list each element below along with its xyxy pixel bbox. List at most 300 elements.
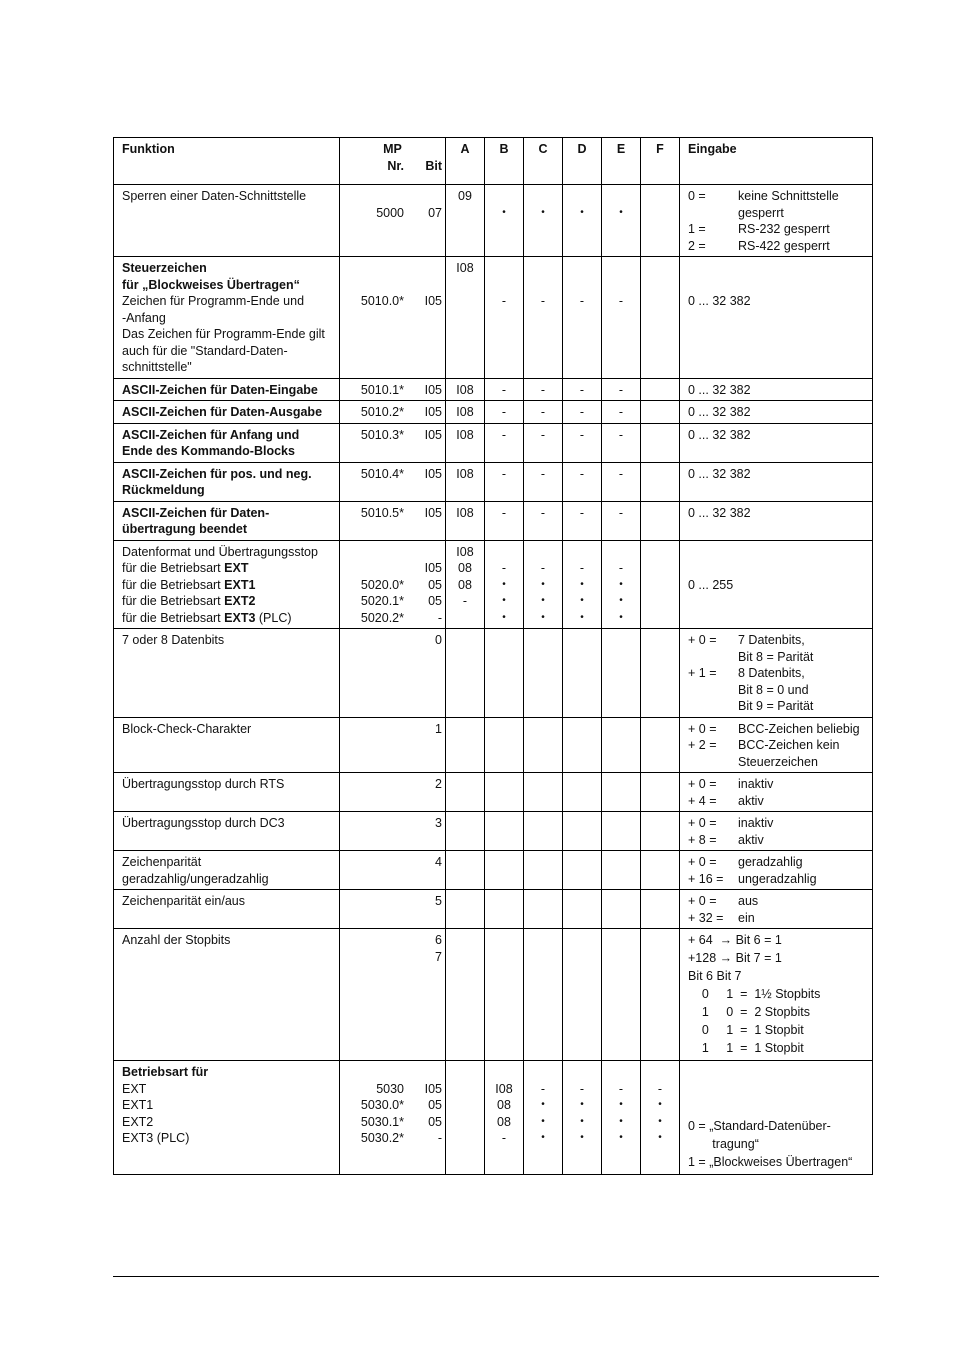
table-row xyxy=(114,629,873,718)
col-a-value: 08 xyxy=(458,561,472,575)
col-b-cell xyxy=(485,890,524,929)
col-f-value xyxy=(641,205,679,222)
mp-cell xyxy=(340,185,446,257)
col-e-cell xyxy=(602,501,641,540)
funktion-text: Block-Check-Charakter xyxy=(122,721,252,736)
eingabe-line xyxy=(688,910,870,927)
col-e-cell xyxy=(602,462,641,501)
col-f-value xyxy=(641,427,679,444)
funktion-text: schnittstelle" xyxy=(122,360,192,374)
col-e-cell xyxy=(602,717,641,773)
mp-line xyxy=(340,505,445,522)
col-c-cell xyxy=(524,423,563,462)
col-b-cell xyxy=(485,929,524,1061)
col-f-value xyxy=(641,815,679,832)
mp-bit: 0 xyxy=(435,633,442,647)
col-e-value xyxy=(602,1064,640,1081)
eingabe-key xyxy=(688,754,738,771)
col-e-value: - xyxy=(618,466,624,481)
col-a-value: 08 xyxy=(458,577,472,592)
table-header-row xyxy=(114,138,873,185)
mp-bit: 5 xyxy=(435,894,442,908)
col-d-cell xyxy=(563,1061,602,1175)
col-c-cell xyxy=(524,929,563,1061)
mp-nr: 5020.1* xyxy=(360,594,404,608)
col-c-cell xyxy=(524,462,563,501)
eingabe-line xyxy=(688,404,870,421)
col-c-value: • xyxy=(541,578,545,590)
eingabe-cell xyxy=(680,773,873,812)
col-c-value: - xyxy=(540,466,546,481)
col-d-value xyxy=(563,632,601,649)
col-e-cell xyxy=(602,812,641,851)
mp-bit: I05 xyxy=(424,405,442,419)
eingabe-line xyxy=(688,1100,870,1118)
col-f-cell xyxy=(641,890,680,929)
col-f-value xyxy=(641,854,679,871)
eingabe-cell xyxy=(680,629,873,718)
mp-cell xyxy=(340,423,446,462)
mp-nr: 5010.1* xyxy=(360,382,404,397)
eingabe-cell xyxy=(680,1061,873,1175)
col-f-value xyxy=(641,188,679,205)
table-row xyxy=(114,423,873,462)
funktion-text xyxy=(122,544,337,561)
col-d-cell xyxy=(563,423,602,462)
eingabe-key: + 0 = xyxy=(688,777,717,791)
mp-bit: 05 xyxy=(428,594,442,608)
col-d-cell xyxy=(563,501,602,540)
col-a-cell xyxy=(446,401,485,424)
col-c-value xyxy=(524,260,562,277)
col-c-cell xyxy=(524,890,563,929)
col-e-cell xyxy=(602,257,641,379)
col-a-cell xyxy=(446,890,485,929)
eingabe-line xyxy=(688,815,870,832)
col-c-value: - xyxy=(540,1081,546,1096)
eingabe-key xyxy=(688,682,738,699)
col-d-value xyxy=(563,1064,601,1081)
col-d-value: - xyxy=(579,505,585,520)
col-f-value: - xyxy=(657,1081,663,1096)
eingabe-key: + 1 = xyxy=(688,666,717,680)
funktion-cell xyxy=(114,401,340,424)
mp-cell xyxy=(340,401,446,424)
eingabe-value: gesperrt xyxy=(738,205,784,220)
table-row xyxy=(114,540,873,629)
eingabe-value: aktiv xyxy=(738,793,764,808)
col-e-value xyxy=(602,260,640,277)
col-c-value xyxy=(524,544,562,561)
funktion-text: Übertragungsstop durch DC3 xyxy=(122,816,285,830)
col-c-value xyxy=(524,277,562,294)
col-e-value xyxy=(602,854,640,871)
mp-bit: I05 xyxy=(424,466,442,481)
funktion-text: Anzahl der Stopbits xyxy=(122,933,231,947)
eingabe-line: 1 1 = 1 Stopbit xyxy=(688,1041,804,1055)
col-e-value xyxy=(602,277,640,294)
eingabe-line xyxy=(688,832,870,849)
col-c-value xyxy=(524,721,562,738)
mp-nr xyxy=(340,188,404,205)
col-b-value xyxy=(485,1064,523,1081)
eingabe-line xyxy=(688,1064,870,1082)
mp-nr xyxy=(340,560,404,577)
mp-nr: 5030 xyxy=(376,1081,404,1096)
eingabe-line: + 64 → Bit 6 = 1 xyxy=(688,933,782,947)
eingabe-key: + 4 = xyxy=(688,793,717,808)
col-e-value xyxy=(602,721,640,738)
eingabe-line xyxy=(688,698,870,715)
col-d-value xyxy=(563,188,601,205)
mp-cell xyxy=(340,890,446,929)
col-d-value: - xyxy=(579,405,585,419)
col-c-value: • xyxy=(541,206,545,218)
col-b-cell xyxy=(485,851,524,890)
col-d-cell xyxy=(563,378,602,401)
col-d-value xyxy=(563,854,601,871)
col-f-cell xyxy=(641,629,680,718)
mp-line xyxy=(340,560,445,577)
funktion-bold-text: Steuerzeichen xyxy=(122,261,207,275)
col-a-value: I08 xyxy=(456,405,474,419)
funktion-text: geradzahlig/ungeradzahlig xyxy=(122,871,269,886)
funktion-text: Das Zeichen für Programm-Ende gilt xyxy=(122,327,325,341)
mp-nr: 5010.4* xyxy=(360,466,404,481)
eingabe-line xyxy=(688,854,870,871)
col-a-cell xyxy=(446,501,485,540)
mp-line xyxy=(340,949,445,966)
col-c-value: • xyxy=(541,611,545,623)
mp-nr xyxy=(340,854,404,871)
eingabe-value: 0 ... 32 382 xyxy=(688,427,751,442)
col-d-value: • xyxy=(580,206,584,218)
col-a-cell xyxy=(446,773,485,812)
eingabe-line xyxy=(688,893,870,910)
mp-line xyxy=(340,593,445,610)
col-f-cell xyxy=(641,401,680,424)
eingabe-line xyxy=(688,577,870,594)
mp-nr xyxy=(340,932,404,949)
col-f-cell xyxy=(641,929,680,1061)
funktion-text: Zeichen für Programm-Ende und xyxy=(122,294,305,308)
funktion-text: Zeichenparität xyxy=(122,855,202,869)
eingabe-line: 1 0 = 2 Stopbits xyxy=(688,1005,810,1019)
mp-nr: 5010.2* xyxy=(360,405,404,419)
col-c-value xyxy=(524,188,562,205)
funktion-bold-text: ASCII-Zeichen für pos. und neg. xyxy=(122,466,312,481)
mp-bit xyxy=(404,544,442,561)
col-b-value xyxy=(485,188,523,205)
betriebsart-label: EXT xyxy=(224,561,249,575)
table-row xyxy=(114,257,873,379)
funktion-cell xyxy=(114,462,340,501)
mp-cell xyxy=(340,851,446,890)
funktion-bold-text: Betriebsart für xyxy=(122,1065,209,1079)
mp-bit: 05 xyxy=(428,1114,442,1129)
eingabe-cell xyxy=(680,378,873,401)
col-a-value: I08 xyxy=(456,382,474,397)
col-e-value: - xyxy=(618,405,624,419)
header-b: B xyxy=(485,138,524,185)
col-c-cell xyxy=(524,773,563,812)
col-c-value: - xyxy=(540,382,546,397)
eingabe-cell xyxy=(680,890,873,929)
col-a-cell xyxy=(446,462,485,501)
col-e-value: • xyxy=(619,578,623,590)
col-c-value: - xyxy=(540,561,546,575)
col-f-cell xyxy=(641,717,680,773)
col-e-cell xyxy=(602,890,641,929)
funktion-text: EXT1 xyxy=(122,1098,154,1112)
col-d-value: - xyxy=(579,294,585,308)
mp-line xyxy=(340,815,445,832)
mp-bit: - xyxy=(437,1131,442,1145)
header-bit: Bit xyxy=(425,158,442,173)
mp-nr: 5010.0* xyxy=(360,294,404,308)
eingabe-value: BCC-Zeichen kein xyxy=(738,738,840,752)
eingabe-line xyxy=(688,544,870,561)
col-d-value xyxy=(563,932,601,949)
col-f-value: • xyxy=(658,1132,662,1143)
col-c-value xyxy=(524,932,562,949)
funktion-text xyxy=(122,593,337,610)
col-f-value: • xyxy=(658,1115,662,1127)
eingabe-cell xyxy=(680,185,873,257)
col-a-cell xyxy=(446,851,485,890)
table-row xyxy=(114,851,873,890)
col-d-value: • xyxy=(580,578,584,590)
col-c-value xyxy=(524,632,562,649)
col-d-cell xyxy=(563,851,602,890)
col-a-cell xyxy=(446,629,485,718)
mp-cell xyxy=(340,929,446,1061)
eingabe-cell xyxy=(680,851,873,890)
mp-line xyxy=(340,404,445,421)
mp-line xyxy=(340,632,445,649)
col-f-value xyxy=(641,610,679,627)
col-e-value xyxy=(602,893,640,910)
col-d-cell xyxy=(563,929,602,1061)
header-mp xyxy=(340,138,446,185)
col-c-value xyxy=(524,893,562,910)
col-c-cell xyxy=(524,717,563,773)
mp-nr xyxy=(340,949,404,966)
eingabe-key xyxy=(688,205,738,222)
col-c-value xyxy=(524,776,562,793)
eingabe-cell xyxy=(680,501,873,540)
col-e-cell xyxy=(602,378,641,401)
header-c: C xyxy=(524,138,563,185)
mp-bit xyxy=(404,277,442,294)
mp-line xyxy=(340,427,445,444)
col-c-value: • xyxy=(541,1115,545,1127)
betriebsart-label: EXT1 xyxy=(224,577,256,592)
eingabe-line xyxy=(688,649,870,666)
mp-bit: I05 xyxy=(424,294,442,308)
col-e-value xyxy=(602,632,640,649)
eingabe-key: + 0 = xyxy=(688,721,717,736)
eingabe-cell xyxy=(680,257,873,379)
mp-cell xyxy=(340,717,446,773)
table-row xyxy=(114,773,873,812)
col-b-value: - xyxy=(501,505,507,520)
col-f-value xyxy=(641,382,679,399)
table-body xyxy=(114,185,873,1175)
mp-line xyxy=(340,1097,445,1114)
col-b-value: - xyxy=(501,427,507,442)
col-b-value xyxy=(485,932,523,949)
col-b-value: - xyxy=(501,405,507,419)
col-b-value: - xyxy=(501,294,507,308)
footer-rule xyxy=(113,1276,879,1277)
mp-bit: 4 xyxy=(435,855,442,869)
eingabe-value: 8 Datenbits, xyxy=(738,666,805,680)
funktion-cell xyxy=(114,501,340,540)
col-e-cell xyxy=(602,929,641,1061)
col-f-cell xyxy=(641,540,680,629)
col-b-cell xyxy=(485,717,524,773)
mp-cell xyxy=(340,629,446,718)
col-d-value xyxy=(563,893,601,910)
col-b-value: • xyxy=(502,578,506,590)
col-d-value xyxy=(563,260,601,277)
eingabe-line: 0 = „Standard-Datenüber- xyxy=(688,1119,831,1133)
eingabe-line xyxy=(688,632,870,649)
eingabe-cell xyxy=(680,540,873,629)
mp-nr xyxy=(340,632,404,649)
col-f-value xyxy=(641,893,679,910)
col-f-value xyxy=(641,544,679,561)
mp-bit: 05 xyxy=(428,577,442,592)
col-d-value: - xyxy=(579,466,585,481)
header-mp-label: MP xyxy=(383,142,402,156)
funktion-cell xyxy=(114,812,340,851)
col-e-value: • xyxy=(619,611,623,623)
col-b-value: 08 xyxy=(497,1114,511,1129)
col-e-value xyxy=(602,776,640,793)
eingabe-line: 1 = „Blockweises Übertragen“ xyxy=(688,1155,853,1169)
col-f-cell xyxy=(641,257,680,379)
mp-bit xyxy=(404,1064,442,1081)
col-d-cell xyxy=(563,401,602,424)
col-c-cell xyxy=(524,1061,563,1175)
mp-bit: I05 xyxy=(424,1081,442,1096)
eingabe-line xyxy=(688,260,870,277)
mp-nr xyxy=(340,815,404,832)
eingabe-line xyxy=(688,665,870,682)
table-row xyxy=(114,378,873,401)
mp-line xyxy=(340,1064,445,1081)
col-e-value: • xyxy=(619,1099,623,1110)
col-e-cell xyxy=(602,1061,641,1175)
eingabe-line xyxy=(688,871,870,888)
funktion-cell xyxy=(114,378,340,401)
col-c-cell xyxy=(524,812,563,851)
col-c-cell xyxy=(524,540,563,629)
mp-bit: - xyxy=(437,610,442,625)
col-b-value: - xyxy=(501,561,507,575)
col-e-value xyxy=(602,188,640,205)
eingabe-line: 0 1 = 1½ Stopbits xyxy=(688,987,821,1001)
eingabe-key: 1 = xyxy=(688,222,706,236)
eingabe-cell xyxy=(680,812,873,851)
col-f-value xyxy=(641,721,679,738)
col-c-value: • xyxy=(541,1099,545,1110)
col-a-cell xyxy=(446,717,485,773)
eingabe-line xyxy=(688,427,870,444)
col-d-cell xyxy=(563,462,602,501)
col-e-value xyxy=(602,932,640,949)
mp-line xyxy=(340,1081,445,1098)
col-a-cell xyxy=(446,1061,485,1175)
table-row xyxy=(114,401,873,424)
col-f-cell xyxy=(641,773,680,812)
mp-bit: 05 xyxy=(428,1098,442,1112)
col-f-value xyxy=(641,932,679,949)
col-d-value xyxy=(563,776,601,793)
funktion-text: EXT xyxy=(122,1081,147,1096)
eingabe-line xyxy=(688,382,870,399)
eingabe-key: + 16 = xyxy=(688,871,724,886)
funktion-text-part: für die Betriebsart xyxy=(122,594,225,608)
col-c-value: - xyxy=(540,427,546,442)
col-b-value xyxy=(485,893,523,910)
col-e-value: - xyxy=(618,427,624,442)
eingabe-key xyxy=(688,698,738,715)
eingabe-cell xyxy=(680,929,873,1061)
eingabe-cell xyxy=(680,462,873,501)
col-e-value xyxy=(602,815,640,832)
funktion-text: Übertragungsstop durch RTS xyxy=(122,777,285,791)
col-f-cell xyxy=(641,812,680,851)
col-f-value xyxy=(641,277,679,294)
col-b-value: 08 xyxy=(497,1098,511,1112)
funktion-text xyxy=(122,610,337,627)
mp-line xyxy=(340,776,445,793)
col-e-value: • xyxy=(619,1115,623,1127)
col-a-cell xyxy=(446,378,485,401)
mp-cell xyxy=(340,378,446,401)
col-d-cell xyxy=(563,540,602,629)
col-c-cell xyxy=(524,501,563,540)
mp-line xyxy=(340,854,445,871)
mp-line xyxy=(340,293,445,310)
mp-line xyxy=(340,577,445,594)
mp-nr: 5020.0* xyxy=(360,577,404,592)
eingabe-value: Bit 8 = Parität xyxy=(738,649,814,664)
col-a-value: I08 xyxy=(456,261,474,275)
header-eingabe: Eingabe xyxy=(680,138,873,185)
col-d-value: • xyxy=(580,1115,584,1127)
funktion-cell xyxy=(114,257,340,379)
eingabe-line xyxy=(688,293,870,310)
eingabe-value: aus xyxy=(738,894,759,908)
mp-bit: I05 xyxy=(424,382,442,397)
col-c-value: • xyxy=(541,595,545,606)
col-a-cell xyxy=(446,540,485,629)
funktion-cell xyxy=(114,890,340,929)
mp-bit: 2 xyxy=(435,777,442,791)
funktion-cell xyxy=(114,629,340,718)
col-e-cell xyxy=(602,401,641,424)
table-row xyxy=(114,812,873,851)
eingabe-value: ein xyxy=(738,910,755,925)
mp-nr xyxy=(340,544,404,561)
table-row xyxy=(114,185,873,257)
col-e-cell xyxy=(602,423,641,462)
mp-line xyxy=(340,610,445,627)
